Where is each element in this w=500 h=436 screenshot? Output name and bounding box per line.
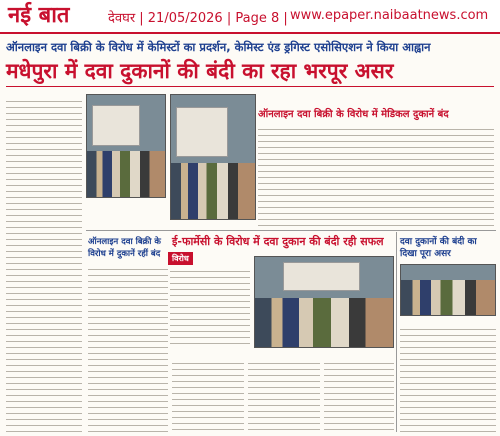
article-far-right-headline: दवा दुकानों की बंदी का दिखा पूरा असर (400, 237, 477, 259)
article-far-right-text (400, 324, 496, 432)
dateline: देवघर | 21/05/2026 | Page 8 | (108, 11, 288, 26)
column-divider (396, 232, 397, 432)
article-left-headline: ऑनलाइन दवा बिक्री के विरोध में दुकानें रहीं बंद (88, 237, 161, 259)
photo-center (170, 94, 256, 220)
photo-bottom (254, 256, 394, 348)
article-left-text (88, 264, 168, 432)
article-center-text-b (172, 358, 244, 432)
kicker-headline: ऑनलाइन दवा बिक्री के विरोध में केमिस्टों का प्रदर्शन, केमिस्ट एंड ड्रगिस्ट एसोसिएशन ने किया आह्वान (6, 40, 431, 54)
section-divider (86, 230, 496, 231)
article-center-headline: ई-फार्मेसी के विरोध में दवा दुकान की बंदी रही सफल (172, 235, 384, 248)
article-right-headline: ऑनलाइन दवा बिक्री के विरोध में मेडिकल दुकानें बंद (258, 109, 449, 120)
section-label: विरोध (168, 252, 193, 265)
article-right-text (258, 124, 494, 226)
article-center-text-c (248, 358, 320, 432)
photo-banner (283, 262, 361, 291)
headline-divider (6, 86, 494, 87)
newspaper-logo: नई बात (8, 2, 70, 28)
photo-people (87, 151, 165, 197)
article-center-text-d (324, 358, 394, 432)
photo-right (400, 264, 496, 316)
photo-banner (92, 105, 141, 146)
photo-people (255, 298, 393, 348)
main-headline: मधेपुरा में दवा दुकानों की बंदी का रहा भरपूर असर (6, 59, 394, 83)
epaper-url[interactable]: www.epaper.naibaatnews.com (290, 8, 489, 23)
photo-people (171, 163, 255, 219)
article-center-text-a (170, 266, 250, 348)
photo-people (401, 280, 495, 315)
photo-banner (176, 107, 228, 156)
left-column-text (6, 96, 82, 432)
photo-left (86, 94, 166, 198)
